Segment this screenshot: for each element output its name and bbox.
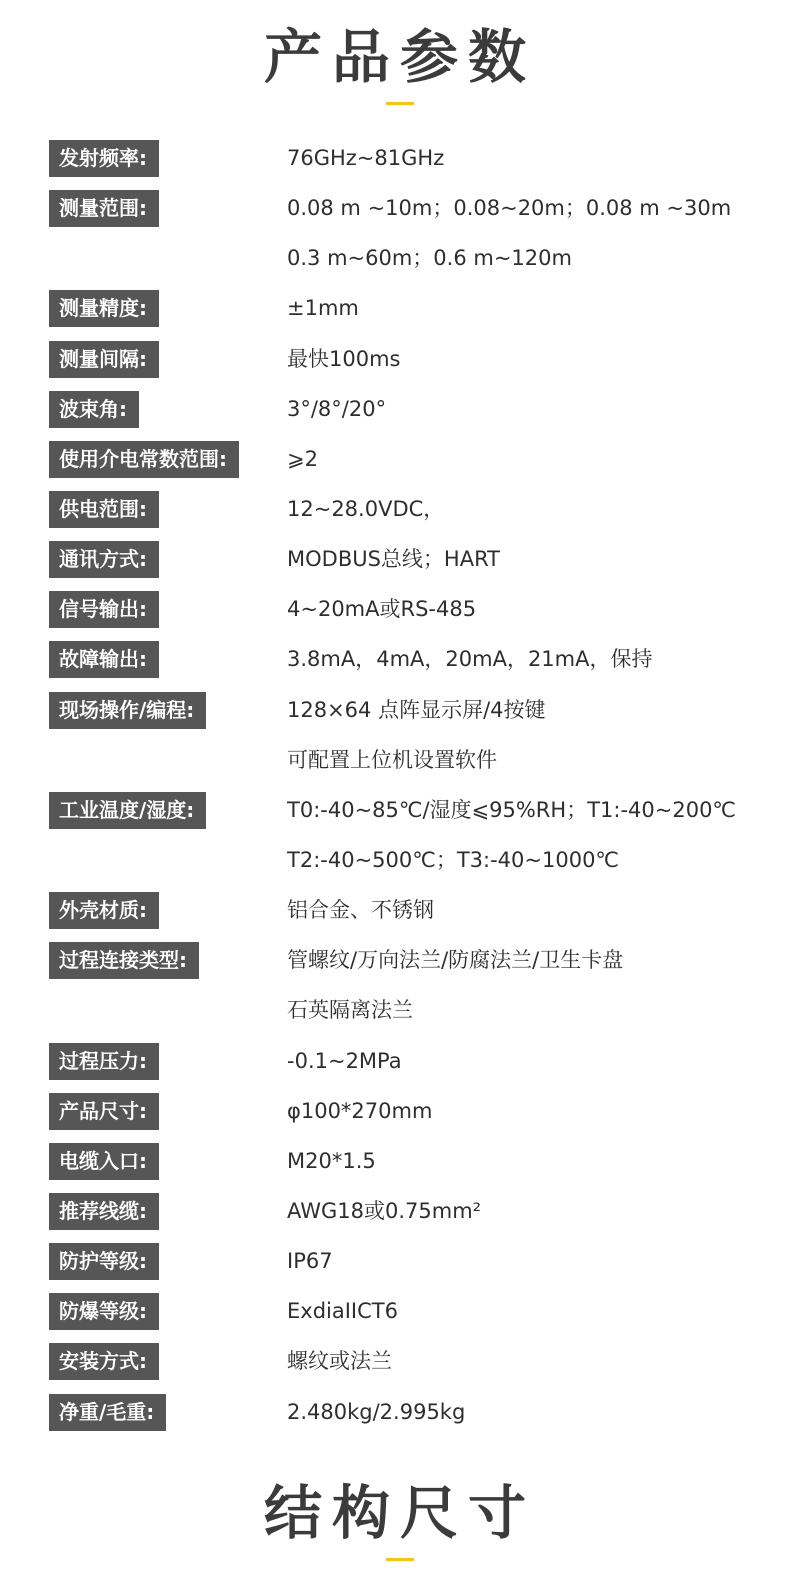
- spec-value: 0.3 m~60m；0.6 m~120m: [287, 246, 572, 271]
- spec-value: 4~20mA或RS-485: [287, 597, 477, 622]
- spec-row: [0, 484, 800, 534]
- spec-value: 0.08 m ~10m；0.08~20m；0.08 m ~30m: [287, 196, 732, 221]
- spec-label: 供电范围:: [49, 491, 159, 528]
- spec-label: 发射频率:: [49, 140, 159, 177]
- spec-value: 铝合金、不锈钢: [287, 898, 434, 923]
- spec-label: 过程连接类型:: [49, 942, 199, 979]
- spec-row: [0, 685, 800, 735]
- spec-value: 3.8mA，4mA，20mA，21mA，保持: [287, 647, 653, 672]
- spec-value: T2:-40~500℃；T3:-40~1000℃: [287, 847, 620, 872]
- spec-label: 电缆入口:: [49, 1143, 159, 1180]
- spec-row: [0, 885, 800, 935]
- spec-label: 过程压力:: [49, 1043, 159, 1080]
- spec-row: [0, 133, 800, 183]
- spec-value: 可配置上位机设置软件: [287, 747, 497, 772]
- spec-row: [0, 1136, 800, 1186]
- spec-label: 测量间隔:: [49, 341, 159, 378]
- spec-row: [0, 735, 800, 785]
- spec-value: M20*1.5: [287, 1148, 376, 1173]
- spec-value: MODBUS总线；HART: [287, 547, 500, 572]
- spec-value: φ100*270mm: [287, 1098, 433, 1123]
- spec-label: 产品尺寸:: [49, 1093, 159, 1130]
- spec-row: [0, 534, 800, 584]
- spec-label: 外壳材质:: [49, 892, 159, 929]
- spec-value: ±1mm: [287, 296, 359, 321]
- spec-label: 净重/毛重:: [49, 1394, 166, 1431]
- structure-dimensions-title: 结构尺寸: [263, 1479, 536, 1547]
- spec-row: [0, 334, 800, 384]
- spec-label: 通讯方式:: [49, 541, 159, 578]
- spec-row: [0, 283, 800, 333]
- spec-row: [0, 384, 800, 434]
- spec-value: 76GHz~81GHz: [287, 146, 445, 170]
- spec-label: 使用介电常数范围:: [49, 441, 239, 478]
- spec-row: [0, 434, 800, 484]
- spec-row: [0, 985, 800, 1035]
- spec-label: 波束角:: [49, 391, 139, 428]
- spec-row: [0, 935, 800, 985]
- spec-row: [0, 1186, 800, 1236]
- spec-row: [0, 183, 800, 233]
- title-underline: [386, 1558, 414, 1561]
- spec-label: 工业温度/湿度:: [49, 792, 206, 829]
- spec-row: [0, 584, 800, 634]
- spec-row: [0, 1336, 800, 1386]
- spec-value: AWG18或0.75mm²: [287, 1198, 482, 1223]
- spec-label: 测量范围:: [49, 190, 159, 227]
- spec-value: -0.1~2MPa: [287, 1048, 402, 1073]
- spec-value: ExdiaIICT6: [287, 1299, 398, 1324]
- spec-row: [0, 835, 800, 885]
- spec-row: [0, 1036, 800, 1086]
- spec-label: 信号输出:: [49, 591, 159, 628]
- spec-value: 12~28.0VDC，: [287, 496, 445, 521]
- spec-row: [0, 634, 800, 684]
- spec-value: 128×64 点阵显示屏/4按键: [287, 697, 546, 722]
- spec-row: [0, 1387, 800, 1437]
- spec-value: 2.480kg/2.995kg: [287, 1399, 466, 1424]
- spec-row: [0, 1086, 800, 1136]
- spec-list: [0, 133, 800, 1437]
- spec-value: ⩾2: [287, 446, 318, 471]
- spec-row: [0, 233, 800, 283]
- spec-value: 3°/8°/20°: [287, 396, 387, 421]
- spec-value: T0:-40~85℃/湿度⩽95%RH；T1:-40~200℃: [287, 797, 737, 822]
- spec-row: [0, 1286, 800, 1336]
- spec-value: 螺纹或法兰: [287, 1349, 392, 1374]
- spec-label: 防护等级:: [49, 1243, 159, 1280]
- spec-value: 管螺纹/万向法兰/防腐法兰/卫生卡盘: [287, 948, 624, 973]
- spec-row: [0, 1236, 800, 1286]
- spec-value: 最快100ms: [287, 346, 401, 371]
- title-underline: [386, 102, 414, 105]
- product-params-title: 产品参数: [263, 23, 536, 91]
- spec-value: 石英隔离法兰: [287, 998, 413, 1023]
- spec-value: IP67: [287, 1249, 333, 1274]
- spec-label: 现场操作/编程:: [49, 692, 206, 729]
- spec-label: 推荐线缆:: [49, 1193, 159, 1230]
- spec-label: 防爆等级:: [49, 1293, 159, 1330]
- spec-label: 安装方式:: [49, 1343, 159, 1380]
- spec-label: 故障输出:: [49, 641, 159, 678]
- spec-label: 测量精度:: [49, 290, 159, 327]
- spec-row: [0, 785, 800, 835]
